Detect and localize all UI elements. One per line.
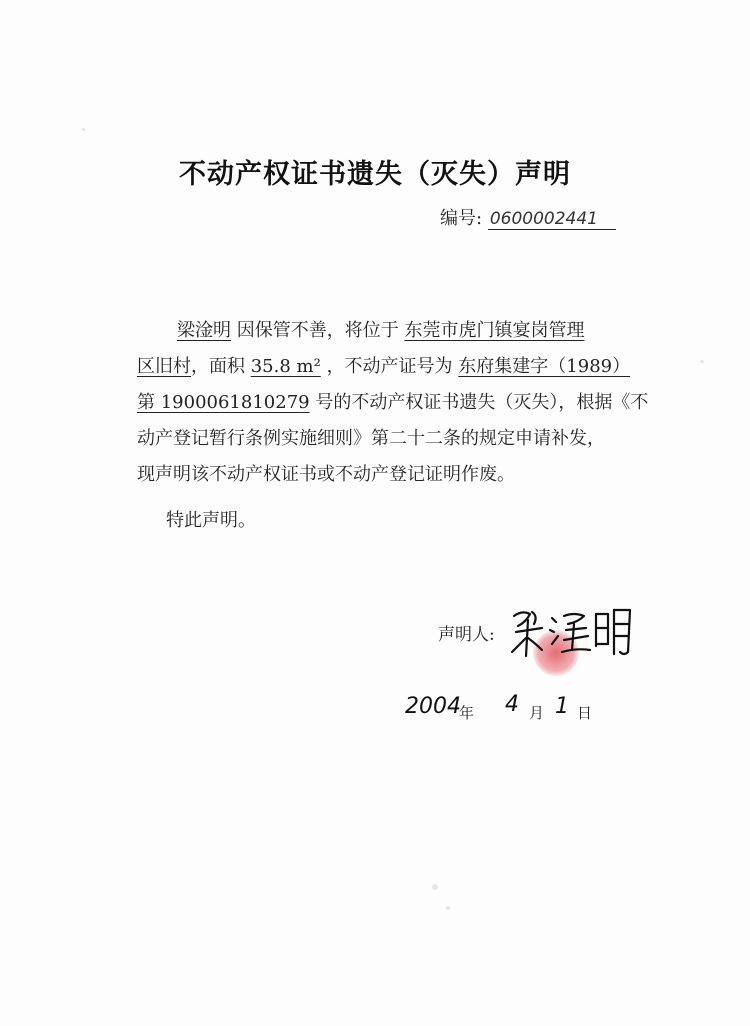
declaration-date [405, 690, 625, 730]
serial-label: 编号: [440, 208, 483, 229]
declaration-body [137, 313, 657, 493]
serial-number [440, 204, 616, 230]
body-text-5: 动产登记暂行条例实施细则》第二十二条的规定申请补发， [137, 428, 605, 449]
paper-speck [432, 884, 438, 890]
body-text-2: ，面积 [191, 356, 245, 377]
handwritten-signature [508, 602, 638, 662]
body-text-1: 因保管不善，将位于 [236, 320, 399, 341]
document-title: 不动产权证书遗失（灭失）声明 [179, 159, 571, 190]
date-month-char: 月 [529, 704, 545, 722]
owner-name: 梁淦明 [177, 320, 231, 341]
body-text-4: 号的不动产权证书遗失（灭失），根据《不 [315, 392, 649, 413]
paper-speck [82, 128, 85, 131]
location-line2: 区旧村 [137, 356, 191, 377]
area-value: 35.8 m² [250, 356, 321, 377]
date-day: 1 [555, 694, 569, 719]
cert-number: 第 1900061810279 [137, 392, 310, 413]
cert-prefix: 东府集建字（1989） [458, 356, 631, 377]
date-year-char: 年 [459, 704, 475, 722]
closing-statement: 特此声明。 [166, 510, 256, 531]
date-year: 2004 [405, 694, 461, 719]
declarant-label: 声明人: [438, 625, 495, 645]
date-month: 4 [505, 692, 519, 717]
paper-speck [446, 906, 450, 910]
body-text-3: ，不动产证号为 [326, 356, 453, 377]
location-line1: 东莞市虎门镇宴岗管理 [404, 320, 585, 341]
serial-value: 0600002441 [488, 209, 616, 230]
paper-speck [700, 360, 704, 363]
date-day-char: 日 [577, 704, 593, 722]
body-text-6: 现声明该不动产权证书或不动产登记证明作废。 [137, 464, 515, 485]
